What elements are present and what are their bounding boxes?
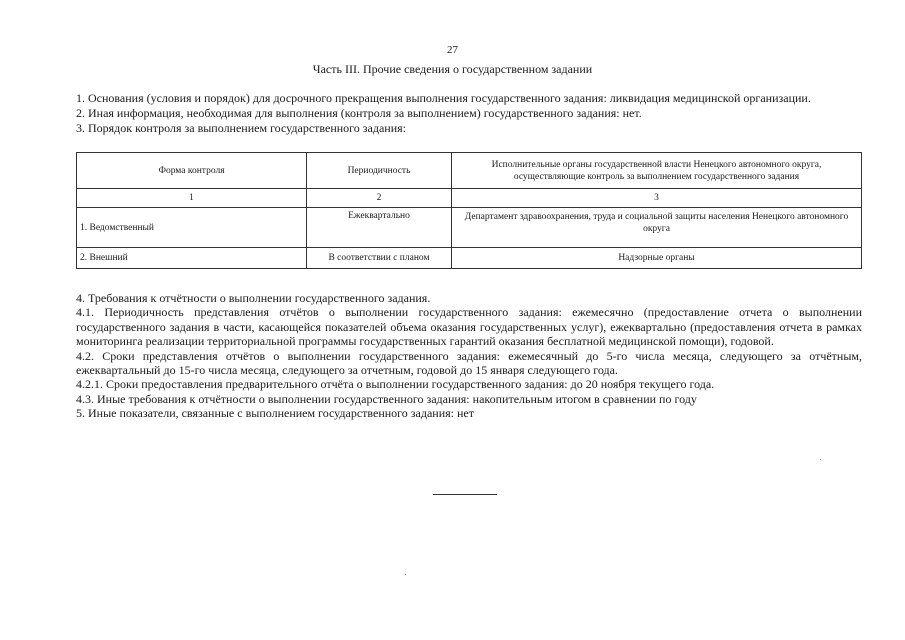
intro-section [76,91,866,136]
requirement-4-3: 4.3. Иные требования к отчётности о выполнении государственного задания: накопительным итогом в сравнении по году [76,391,697,406]
requirement-4: 4. Требования к отчётности о выполнении государственного задания. [76,291,431,305]
page-number: 27 [447,44,458,56]
requirement-4-2-1: 4.2.1. Сроки предоставления предварительного отчёта о выполнении государственного задания: до 20 ноября текущего года. [76,377,715,392]
cell-org: Департамент здравоохранения, труда и социальной защиты населения Ненецкого автономного округа [452,208,862,248]
intro-item-3: 3. Порядок контроля за выполнением государственного задания: [76,121,406,135]
intro-item-2: 2. Иная информация, необходимая для выполнения (контроля за выполнением) государственного задания: нет. [76,106,642,120]
intro-item-1: 1. Основания (условия и порядок) для досрочного прекращения выполнения государственного задания: ликвидация медицинской организации. [76,91,811,105]
table-row [77,208,862,248]
part-title: Часть III. Прочие сведения о государственном задании [312,62,593,76]
requirement-5: 5. Иные показатели, связанные с выполнением государственного задания: нет [76,406,474,421]
scan-speck [820,459,821,460]
table-header-row [77,153,862,189]
closing-divider [433,494,497,495]
cell-period: В соответствии с планом [307,248,452,269]
column-number: 3 [452,189,862,208]
column-number: 2 [307,189,452,208]
header-form: Форма контроля [77,153,307,189]
requirements-section [76,291,862,421]
header-period: Периодичность [307,153,452,189]
requirement-4-1: 4.1. Периодичность представления отчётов о выполнении государственного задания: ежемесячно (предоставление отчета о выполнении государственного задания в части, касающейся показателей объема оказания государственных услуг), ежеквартально (предоставления отчета в рамках мониторинга реализации территориальной программы государственных гарантий оказания бесплатной медицинской помощи), годовой. [76,305,862,349]
cell-org: Надзорные органы [452,248,862,269]
requirement-4-2: 4.2. Сроки представления отчётов о выполнении государственного задания: ежемесячный до 5-го числа месяца, следующего за отчётным, ежеквартальный до 15-го числа месяца, следующего за отчетным, годовой до 15 января следующего года. [76,348,862,378]
cell-period: Ежеквартально [307,208,452,248]
cell-form: 1. Ведомственный [77,208,307,248]
control-table [76,152,862,269]
column-number: 1 [77,189,307,208]
table-row [77,248,862,269]
table-number-row [77,189,862,208]
scan-speck [405,574,406,575]
cell-form: 2. Внешний [77,248,307,269]
header-org: Исполнительные органы государственной власти Ненецкого автономного округа, осуществляющие контроль за выполнением государственного задания [452,153,862,189]
